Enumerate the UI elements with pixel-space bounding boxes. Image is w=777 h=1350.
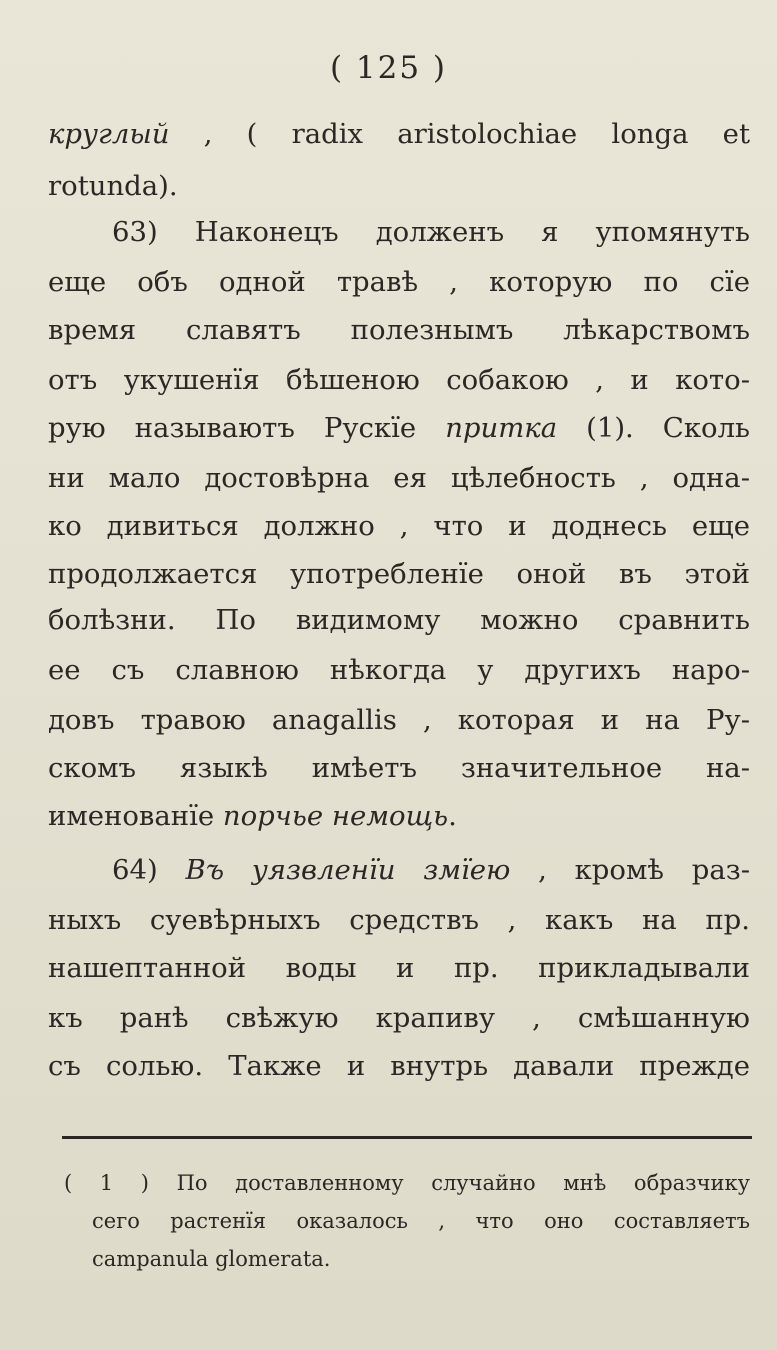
text-line [48,554,750,594]
text-line [48,700,750,740]
text-run: съ солью. Также и внутрь давали прежде [48,1050,750,1082]
text-run: именованїе [48,800,223,832]
text-run: rotunda). [48,170,178,202]
text-run: 63) Наконецъ долженъ я упомянуть [112,216,750,248]
text-run: скомъ языкѣ имѣетъ значительное на- [48,752,750,784]
text-run: довъ травою anagallis , которая и на Ру- [48,704,750,736]
text-line [48,998,750,1038]
text-run: время славятъ полезнымъ лѣкарствомъ [48,314,750,346]
text-line [48,360,750,400]
text-run: ее съ славною нѣкогда у другихъ наро- [48,654,750,686]
text-line [48,1046,750,1086]
text-run: (1). Сколь [557,412,750,444]
footnote-line: ( 1 ) По доставленному случайно мнѣ образчику [64,1171,750,1195]
footnote-rule [62,1136,752,1139]
text-line [48,114,750,154]
text-line [48,458,750,498]
text-run: ни мало достовѣрна ея цѣлебность , одна- [48,462,750,494]
text-line [48,310,750,350]
text-line [48,408,750,448]
text-run: къ ранѣ свѣжую крапиву , смѣшанную [48,1002,750,1034]
text-run: рую называютъ Рускїе [48,412,446,444]
text-run: нашептанной воды и пр. прикладывали [48,952,750,984]
text-run: ныхъ суевѣрныхъ средствъ , какъ на пр. [48,904,750,936]
italic-run: Въ уязвленїи змїею [185,854,511,886]
text-run: ко дивиться должно , что и доднесь еще [48,510,750,542]
text-run: отъ укушенїя бѣшеною собакою , и кото- [48,364,750,396]
text-run: продолжается употребленїе оной въ этой [48,558,750,590]
text-line [112,212,750,252]
text-line [48,166,750,206]
text-run: , кромѣ раз- [510,854,750,886]
footnote-line: сего растенїя оказалось , что оно составляетъ [92,1209,750,1233]
text-line [48,506,750,546]
text-line [48,600,750,640]
text-run: . [448,800,457,832]
text-line [48,796,750,836]
text-line [48,262,750,302]
italic-run: порчье немощь [222,800,449,832]
text-run: , ( radix aristolochiae longa et [169,118,750,150]
text-run: 64) [112,854,186,886]
text-line [48,650,750,690]
italic-run: круглый [48,118,170,150]
text-line [48,748,750,788]
text-run: болѣзни. По видимому можно сравнить [48,604,750,636]
text-run: еще объ одной травѣ , которую по сїе [48,266,750,298]
italic-run: притка [445,412,558,444]
text-line [112,850,750,890]
footnote-line: campanula glomerata. [92,1247,331,1271]
text-line [48,900,750,940]
page-number: ( 125 ) [329,50,448,86]
text-line [48,948,750,988]
